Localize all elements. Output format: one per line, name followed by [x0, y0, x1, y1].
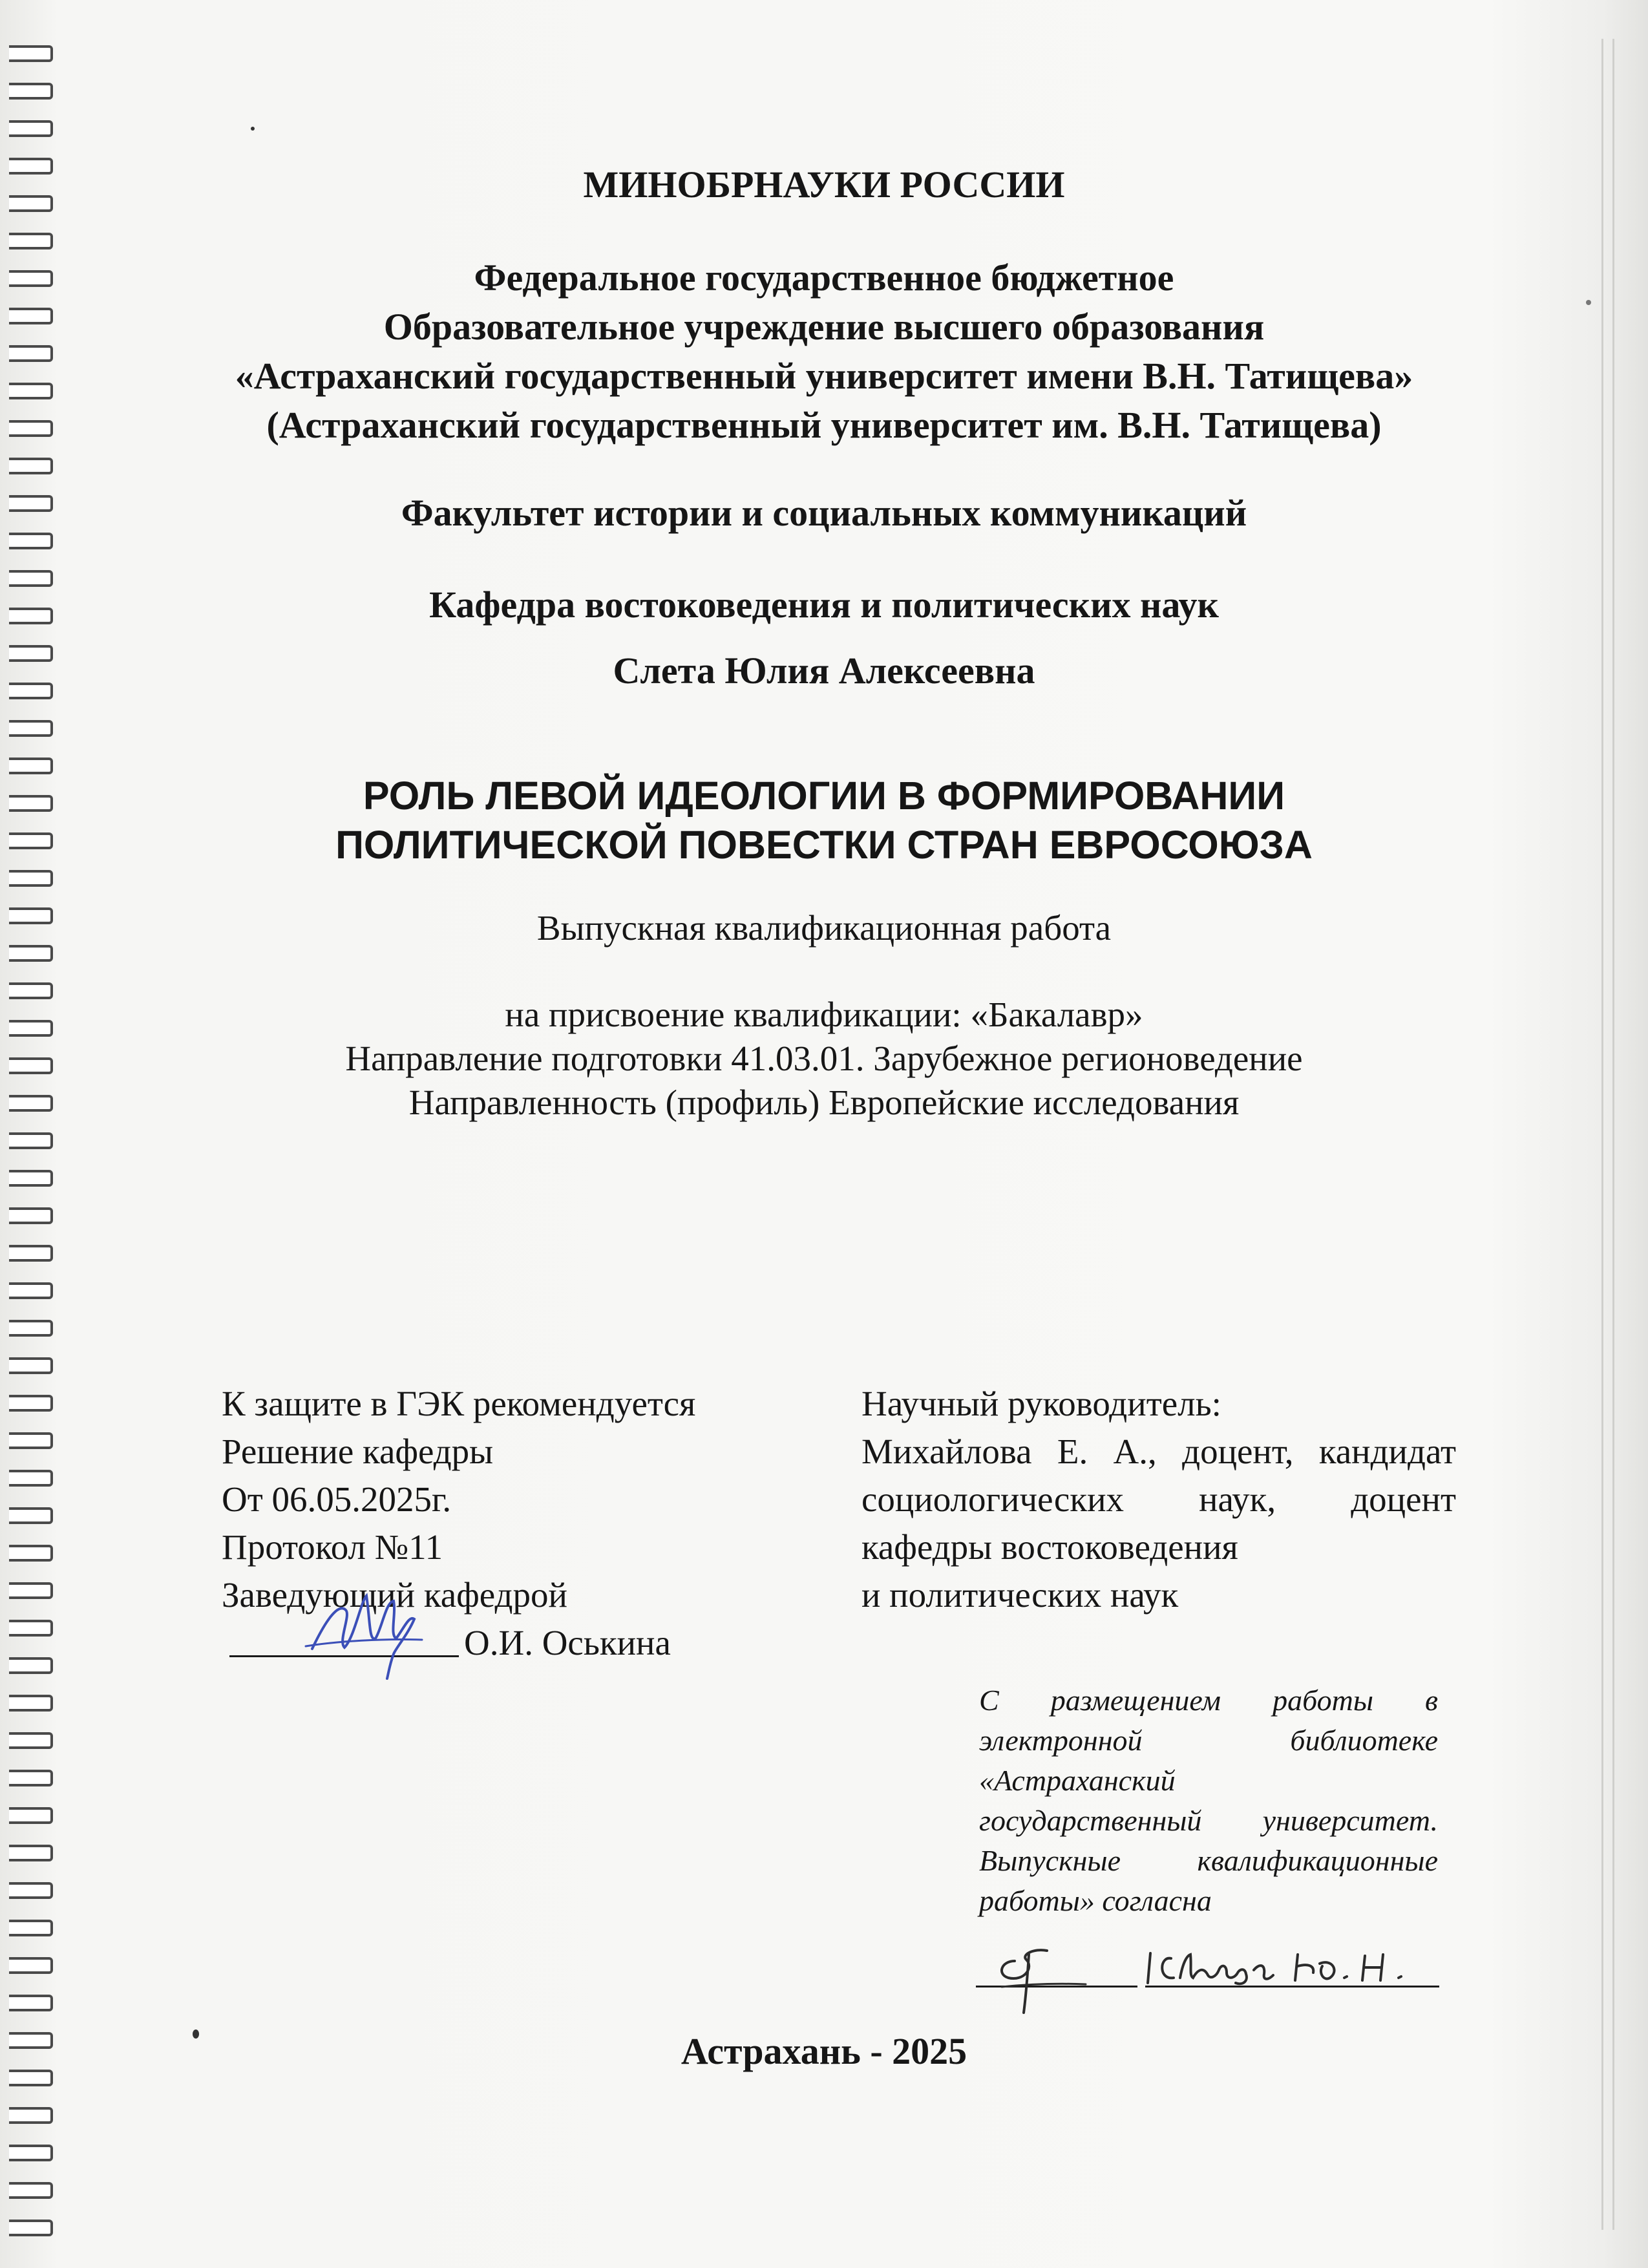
binding-hole — [9, 1732, 53, 1749]
binding-hole — [9, 1245, 53, 1262]
binding-hole — [9, 1920, 53, 1936]
binding-hole — [9, 1620, 53, 1637]
binding-hole — [9, 1395, 53, 1412]
binding-hole — [9, 1507, 53, 1524]
study-profile: Направленность (профиль) Европейские исследования — [408, 1083, 1240, 1122]
supervisor-block — [861, 1380, 1456, 1619]
defense-date: От 06.05.2025г. — [222, 1479, 452, 1519]
supervisor-line-2: социологических наук, доцент — [861, 1479, 1456, 1519]
consent-line-2: электронной библиотеке — [979, 1724, 1438, 1757]
supervisor-line-4: и политических наук — [861, 1575, 1179, 1615]
work-type: Выпускная квалификационная работа — [536, 908, 1112, 948]
defense-line-2: Решение кафедры — [222, 1432, 494, 1471]
city-and-year: Астрахань - 2025 — [681, 2030, 967, 2072]
binding-hole — [9, 758, 53, 774]
institution-line-4: (Астраханский государственный университет им. В.Н. Татищева) — [266, 404, 1382, 446]
binding-hole — [9, 1170, 53, 1187]
binding-hole — [9, 458, 53, 474]
defense-line-1: К защите в ГЭК рекомендуется — [222, 1384, 696, 1423]
binding-hole — [9, 1470, 53, 1487]
binding-hole — [9, 720, 53, 737]
binding-hole — [9, 533, 53, 549]
supervisor-line-1: Михайлова Е. А., доцент, кандидат — [861, 1432, 1456, 1471]
consent-line-1: С размещением работы в — [979, 1684, 1438, 1717]
binding-hole — [9, 1695, 53, 1712]
institution-line-2: Образовательное учреждение высшего образования — [383, 306, 1265, 348]
binding-hole — [9, 233, 53, 249]
ministry-name: МИНОБРНАУКИ РОССИИ — [583, 164, 1065, 206]
supervisor-label: Научный руководитель: — [861, 1384, 1221, 1423]
binding-hole — [9, 45, 53, 62]
binding-hole — [9, 1807, 53, 1824]
binding-hole — [9, 1995, 53, 2011]
binding-hole — [9, 1320, 53, 1337]
binding-hole — [9, 1845, 53, 1861]
head-signature — [299, 1576, 428, 1680]
binding-hole — [9, 1882, 53, 1899]
consent-line-6: работы» согласна — [979, 1884, 1212, 1917]
qualification: на присвоение квалификации: «Бакалавр» — [505, 995, 1143, 1034]
binding-hole — [9, 1357, 53, 1374]
scan-speck — [1586, 300, 1591, 305]
binding-hole — [9, 870, 53, 887]
binding-hole — [9, 1545, 53, 1562]
binding-hole — [9, 2107, 53, 2124]
supervisor-line-3: кафедры востоковедения — [861, 1527, 1238, 1567]
faculty-name: Факультет истории и социальных коммуникаций — [401, 492, 1247, 534]
institution-line-1: Федеральное государственное бюджетное — [474, 257, 1174, 299]
binding-hole — [9, 1770, 53, 1786]
library-consent-block — [979, 1680, 1438, 1921]
binding-hole — [9, 1282, 53, 1299]
binding-hole — [9, 120, 53, 137]
institution-line-3: «Астраханский государственный университет имени В.Н. Татищева» — [235, 355, 1413, 397]
department-name: Кафедра востоковедения и политических наук — [429, 584, 1219, 626]
binding-hole — [9, 2220, 53, 2236]
student-handwritten-name — [1145, 1944, 1442, 1996]
binding-hole — [9, 2145, 53, 2161]
consent-line-5: Выпускные квалификационные — [979, 1844, 1438, 1877]
binding-hole — [9, 1432, 53, 1449]
binding-hole — [9, 83, 53, 100]
binding-hole — [9, 2182, 53, 2199]
scan-speck — [193, 2030, 199, 2039]
head-of-department-name: О.И. Оськина — [464, 1623, 671, 1662]
student-signature — [989, 1942, 1092, 2019]
binding-hole — [9, 1582, 53, 1599]
student-signature-row — [976, 1945, 1441, 2017]
consent-line-3: «Астраханский — [979, 1764, 1176, 1797]
binding-hole — [9, 1957, 53, 1974]
binding-hole — [9, 1207, 53, 1224]
head-signature-row — [222, 1619, 695, 1667]
defense-protocol: Протокол №11 — [222, 1527, 443, 1567]
binding-hole — [9, 1657, 53, 1674]
thesis-title-line-2: ПОЛИТИЧЕСКОЙ ПОВЕСТКИ СТРАН ЕВРОСОЮЗА — [335, 823, 1313, 867]
thesis-title-line-1: РОЛЬ ЛЕВОЙ ИДЕОЛОГИИ В ФОРМИРОВАНИИ — [363, 774, 1285, 818]
binding-hole — [9, 1132, 53, 1149]
defense-recommendation-block — [222, 1380, 695, 1667]
author-name: Слета Юлия Алексеевна — [613, 650, 1035, 692]
head-of-department-label: Заведующий кафедрой — [222, 1575, 567, 1615]
study-direction: Направление подготовки 41.03.01. Зарубежное регионоведение — [345, 1039, 1303, 1078]
scan-speck — [251, 127, 255, 131]
consent-line-4: государственный университет. — [979, 1804, 1438, 1837]
